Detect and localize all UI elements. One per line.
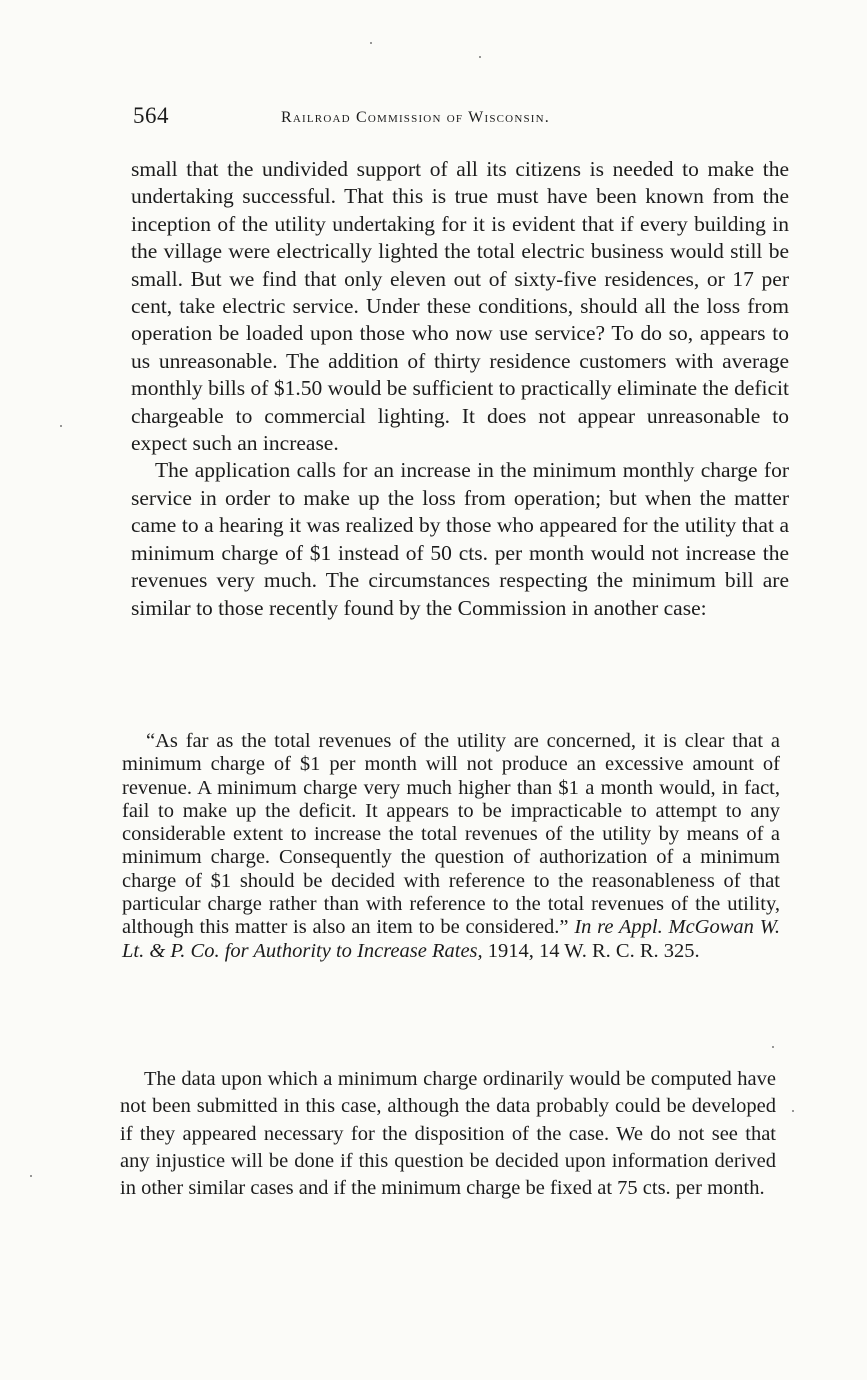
case-citation-reference: 1914, 14 W. R. C. R. 325. (487, 939, 700, 962)
main-text (131, 156, 789, 622)
quote-text: “As far as the total revenues of the utility are concerned, it is clear that a minimum charge of $1 per month will not produce an excessive amount of revenue. A minimum charge very much higher than $1 a month would, in fact, fail to make up the deficit. It appears to be impracticable to attempt to any considerable extent to increase the total revenues of the utility by means of a minimum charge. Consequently the question of authorization of a minimum charge of $1 should be decided with reference to the reasonableness of that particular charge rather than with reference to the total revenues of the utility, although this matter is also an item to be considered.” (122, 730, 780, 939)
print-speck (479, 56, 481, 58)
print-speck (772, 1046, 774, 1048)
block-quote (122, 730, 780, 963)
paragraph-2: The application calls for an increase in the minimum monthly charge for service in order to make up the loss from operation; but when the matter came to a hearing it was realized by those who appeared for the utility that a minimum charge of $1 instead of 50 cts. per month would not increase the revenues very much. The circumstances respecting the minimum bill are similar to those recently found by the Commission in another case: (131, 458, 789, 620)
paragraph-3: The data upon which a minimum charge ordinarily would be computed have not been submitted in this case, although the data probably could be developed if they appeared necessary for the disposition of the case. We do not see that any injustice will be done if this question be decided upon information derived in other similar cases and if the minimum charge be fixed at 75 cts. per month. (120, 1068, 776, 1200)
running-head: Railroad Commission of Wisconsin. (281, 109, 550, 126)
print-speck (792, 1110, 794, 1112)
print-speck (30, 1175, 32, 1177)
page-header (133, 103, 788, 133)
print-speck (60, 425, 62, 427)
print-speck (370, 42, 372, 44)
case-citation-title: In re Appl. McGowan W. Lt. & P. Co. for Authority to Increase Rates, (122, 916, 781, 962)
paragraph-1: small that the undivided support of all its citizens is needed to make the undertaking successful. That this is true must have been known from the inception of the utility undertaking for it is evident that if every building in the village were electrically lighted the total electric business would still be small. But we find that only eleven out of sixty-five residences, or 17 per cent, take electric service. Under these conditions, should all the loss from operation be loaded upon those who now use service? To do so, appears to us unreasonable. The addition of thirty residence customers with average monthly bills of $1.50 would be sufficient to practically eliminate the deficit chargeable to commercial lighting. It does not appear unreasonable to expect such an increase. (131, 157, 789, 456)
page-number: 564 (133, 103, 169, 128)
